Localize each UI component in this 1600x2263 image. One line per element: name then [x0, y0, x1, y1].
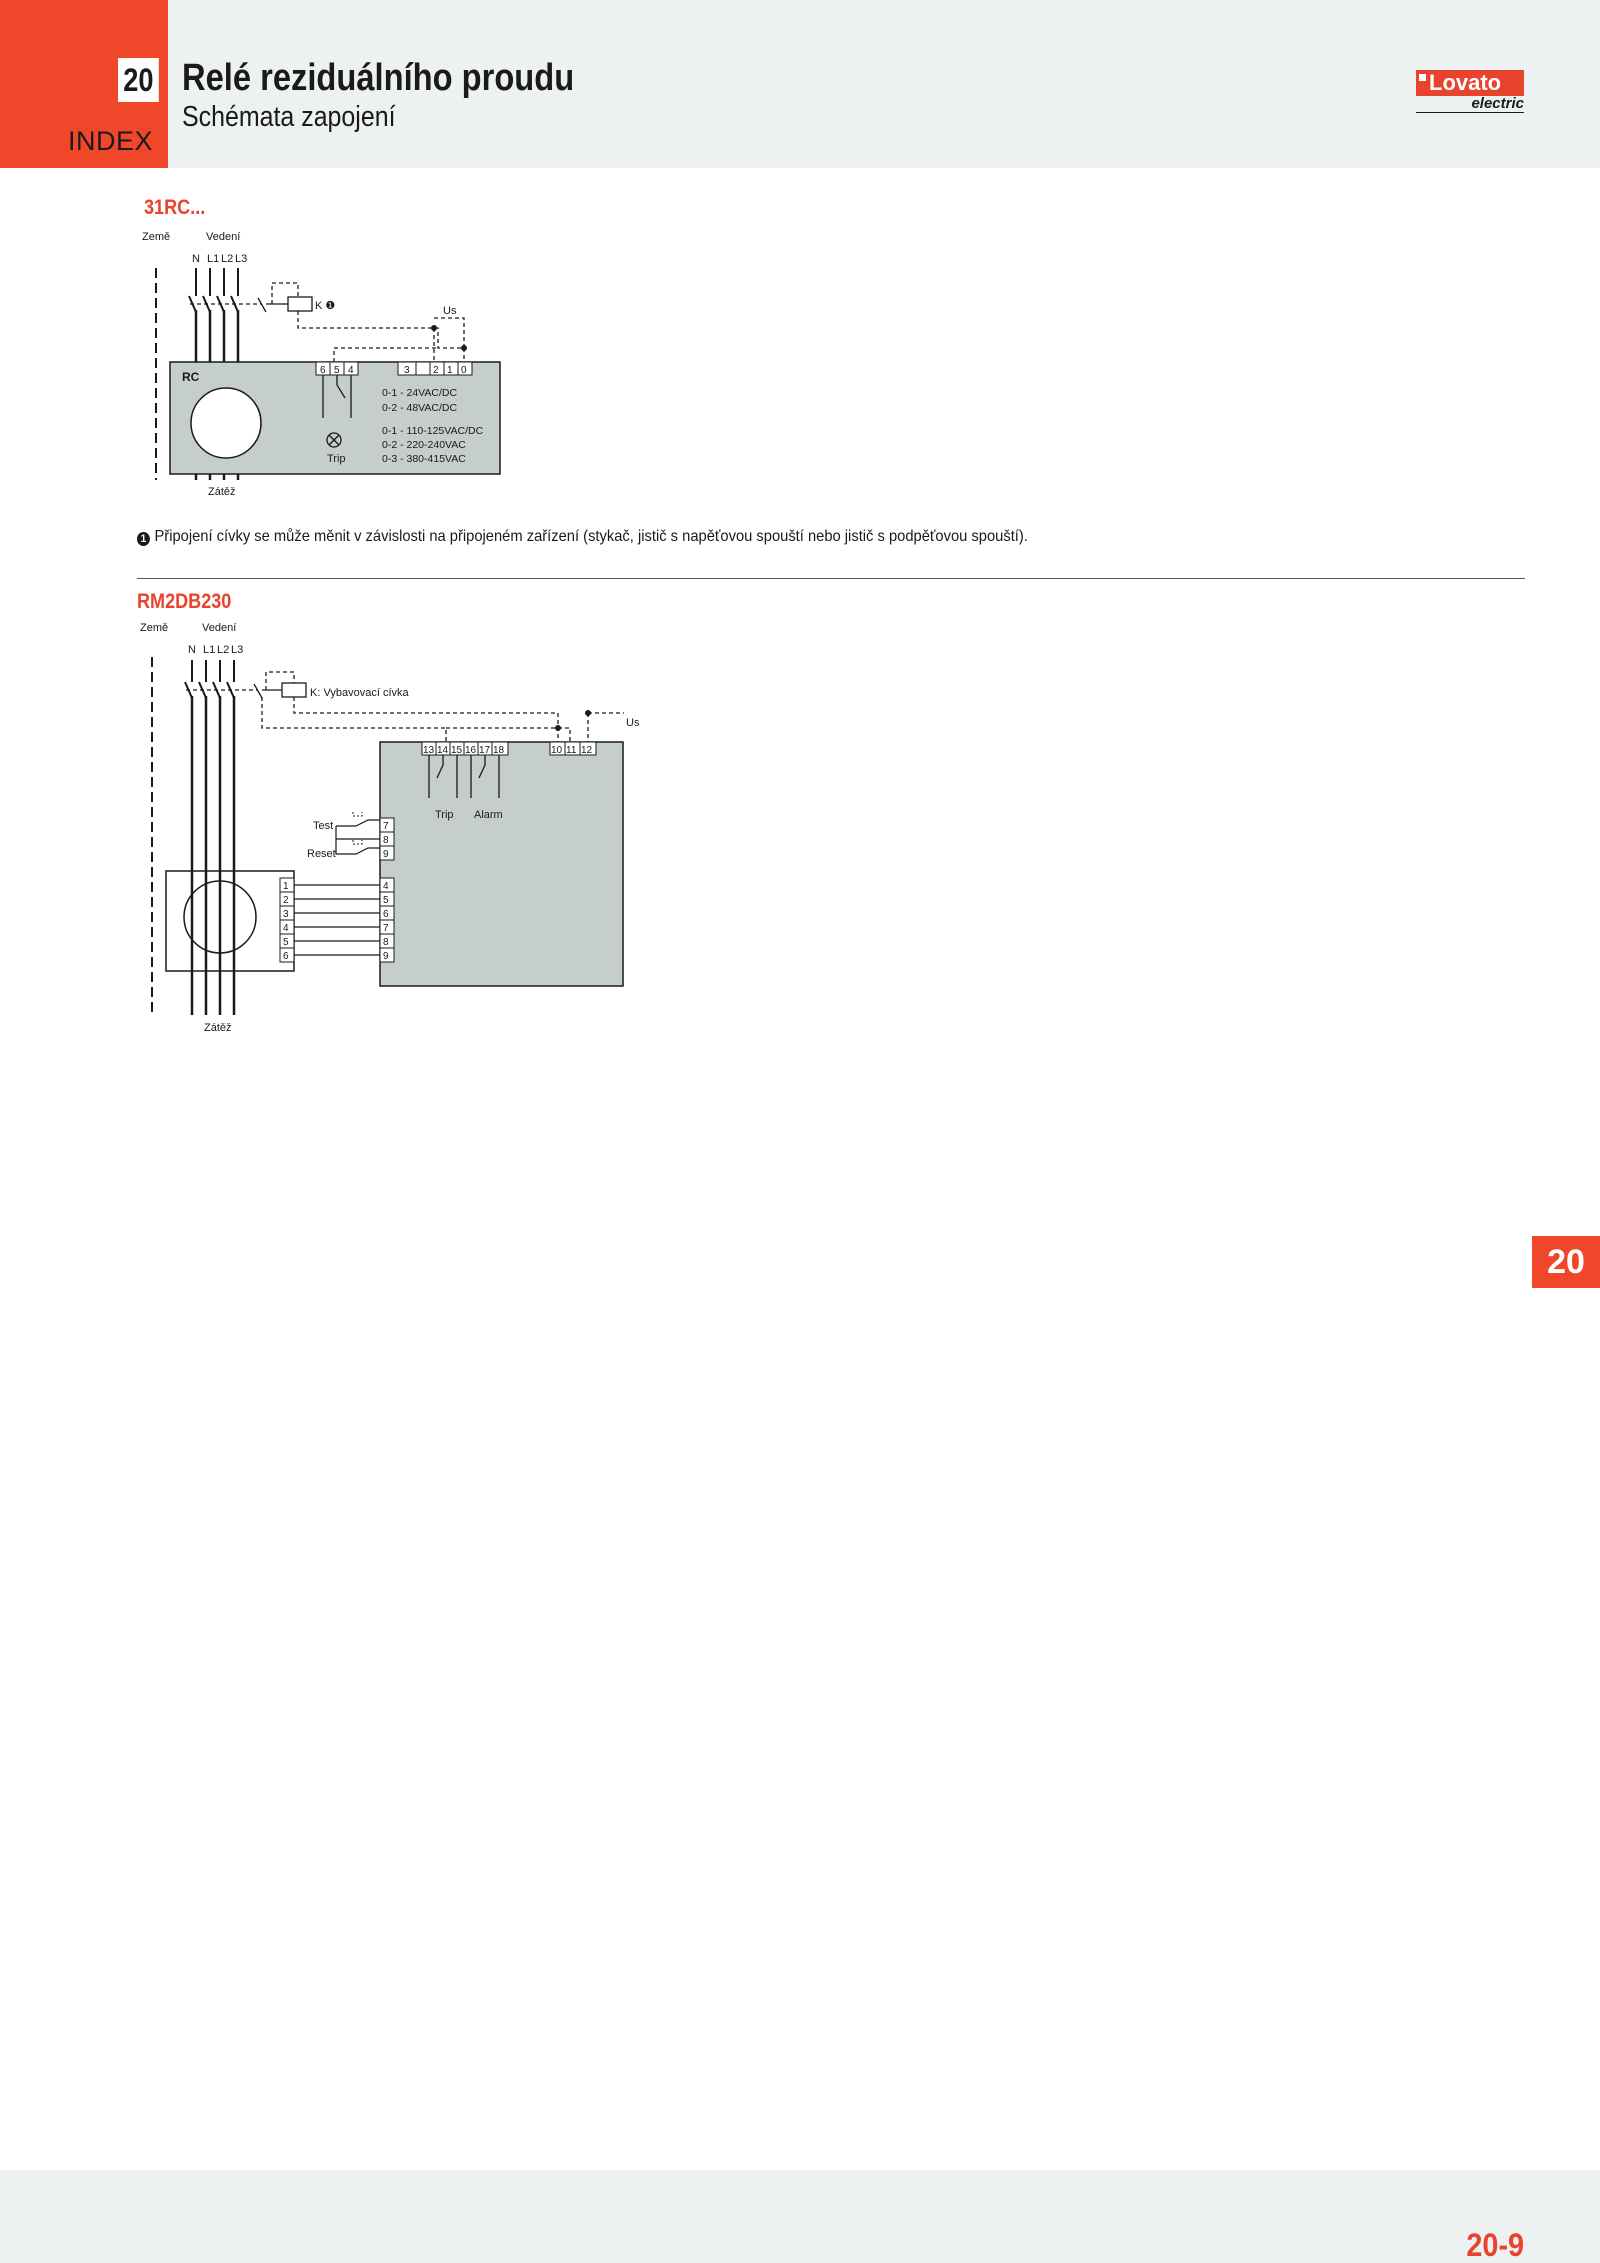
page-number: 20-9 [1466, 2227, 1524, 2263]
d2-coil-label: K: Vybavovací cívka [310, 687, 409, 699]
d2-sensor-5: 5 [283, 937, 289, 948]
d2-input-4: 4 [383, 881, 389, 892]
d2-sensor-3: 3 [283, 909, 289, 920]
logo-brand: Lovato [1429, 70, 1502, 95]
d2-input-9: 9 [383, 951, 389, 962]
d2-terminal-12: 12 [581, 745, 593, 756]
d2-sensor-2: 2 [283, 895, 289, 906]
page-footer [0, 2170, 1600, 2263]
d2-terminal-10: 10 [551, 745, 563, 756]
diagram1 [142, 231, 500, 498]
d2-terminal-11: 11 [566, 745, 577, 756]
d2-phase-l3: L3 [231, 644, 244, 656]
d2-supply-label: Us [626, 717, 640, 729]
d1-phase-n: N [192, 253, 200, 265]
index-label[interactable]: INDEX [68, 126, 154, 156]
d1-phase-l2: L2 [221, 253, 234, 265]
d1-coil [288, 297, 312, 311]
d1-device-label: RC [182, 370, 200, 384]
d1-voltage-3: 0-1 - 110-125VAC/DC [382, 425, 484, 437]
d2-input-8: 8 [383, 937, 389, 948]
d1-voltage-1: 0-1 - 24VAC/DC [382, 387, 458, 399]
d1-toroid [191, 388, 261, 458]
d2-sensor-6: 6 [283, 951, 289, 962]
chapter-number: 20 [118, 58, 159, 102]
d2-input-6: 6 [383, 909, 389, 920]
diagram2-label: RM2DB230 [137, 590, 232, 613]
d2-alarm-label: Alarm [474, 809, 503, 821]
d2-terminal-test-7: 7 [383, 821, 389, 832]
d2-load-label: Zátěž [204, 1022, 232, 1034]
d2-sensor-4: 4 [283, 923, 289, 934]
d2-input-7: 7 [383, 923, 389, 934]
d1-terminal-2: 2 [433, 365, 439, 376]
d2-terminal-15: 15 [451, 745, 463, 756]
d2-terminal-14: 14 [437, 745, 449, 756]
logo-sub: electric [1416, 96, 1524, 113]
d2-earth-label: Země [140, 622, 169, 634]
page-title: Relé reziduálního proudu [182, 57, 575, 99]
d2-terminal-13: 13 [423, 745, 435, 756]
d2-terminal-16: 16 [465, 745, 477, 756]
d1-line-label: Vedení [206, 231, 241, 243]
d2-terminal-18: 18 [493, 745, 505, 756]
d1-terminal-1: 1 [447, 365, 453, 376]
d2-input-5: 5 [383, 895, 389, 906]
d2-trip-label: Trip [435, 809, 454, 821]
d2-terminal-17: 17 [479, 745, 491, 756]
chapter-side-tab[interactable]: 20 [1532, 1236, 1600, 1288]
d1-load-label: Zátěž [208, 486, 236, 498]
d2-relay-device [380, 742, 623, 986]
page-subtitle: Schémata zapojení [182, 101, 396, 133]
d1-terminal-6: 6 [320, 365, 326, 376]
section-divider [137, 578, 1525, 579]
d1-terminal-4: 4 [348, 365, 354, 376]
d1-earth-label: Země [142, 231, 171, 243]
d1-phase-l1: L1 [207, 253, 220, 265]
d1-voltage-2: 0-2 - 48VAC/DC [382, 402, 458, 414]
d1-terminal-3: 3 [404, 365, 410, 376]
d1-terminal-5: 5 [334, 365, 340, 376]
d2-coil [282, 683, 306, 697]
d2-phase-l2: L2 [217, 644, 230, 656]
d2-phase-l1: L1 [203, 644, 216, 656]
wiring-diagrams [0, 0, 1600, 1100]
d2-terminal-test-8: 8 [383, 835, 389, 846]
d2-terminal-test-9: 9 [383, 849, 389, 860]
d1-trip-label: Trip [327, 453, 346, 465]
footnote [137, 528, 1425, 546]
d2-line-label: Vedení [202, 622, 237, 634]
d1-coil-label: K ❶ [315, 300, 336, 312]
diagram2 [140, 622, 640, 1034]
d2-test-label: Test [313, 820, 334, 832]
d2-sensor-1: 1 [283, 881, 289, 892]
d1-voltage-4: 0-2 - 220-240VAC [382, 439, 466, 451]
d2-phase-n: N [188, 644, 196, 656]
diagram1-label: 31RC... [144, 196, 206, 219]
d1-supply-label: Us [443, 305, 457, 317]
d1-terminal-0: 0 [461, 365, 467, 376]
footnote-marker-icon: 1 [137, 532, 150, 546]
footnote-text: Připojení cívky se může měnit v závislosti na připojeném zařízení (stykač, jistič s napěťovou spouští nebo jistič s podpěťovou spouští). [154, 528, 1028, 545]
d2-reset-label: Reset [307, 848, 336, 860]
d1-voltage-5: 0-3 - 380-415VAC [382, 453, 466, 465]
d1-phase-l3: L3 [235, 253, 248, 265]
